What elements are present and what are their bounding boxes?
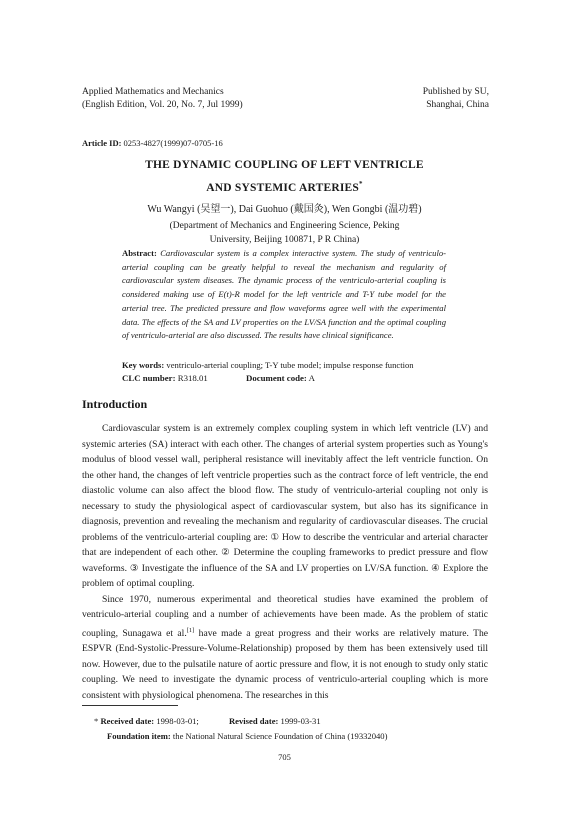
paragraph-2 <box>82 592 488 704</box>
body-text <box>82 421 488 703</box>
abstract-text: Cardiovascular system is a complex interactive system. The study of ventriculo-arterial coupling can be greatly helpful to reveal the mechanism and regularity of cardiovascular system diseases. The dynamic process of the ventriculo-arterial coupling is considered making use of E(t)-R model for the left ventricle and T-Y tube model for the arterial tree. The predicted pressure and flow waveforms agree well with the experimental data. The effects of the SA and LV properties on the LV/SA function and the optimal coupling of ventriculo-arterial are also discussed. The results have clinical significance. <box>122 248 446 341</box>
foundation-label: Foundation item: <box>107 731 171 741</box>
article-id-value: 0253-4827(1999)07-0705-16 <box>123 138 223 148</box>
author-list: Wu Wangyi (吴望一), Dai Guohuo (戴国灸), Wen Gongbi (温功碧) <box>147 204 422 215</box>
publisher-header <box>423 86 489 112</box>
publisher-location: Shanghai, China <box>426 100 489 110</box>
abstract-label: Abstract: <box>122 248 157 258</box>
abstract <box>122 247 446 343</box>
document-code-value: A <box>308 373 315 383</box>
citation-ref: [1] <box>186 626 195 634</box>
keywords-text: ventriculo-arterial coupling; T-Y tube model; impulse response function <box>166 360 414 370</box>
title-line-2: AND SYSTEMIC ARTERIES <box>206 181 359 194</box>
classification <box>122 373 315 383</box>
clc-label: CLC number: <box>122 373 176 383</box>
title-line-1: THE DYNAMIC COUPLING OF LEFT VENTRICLE <box>145 159 424 171</box>
keywords <box>122 360 452 370</box>
affiliation <box>0 219 569 247</box>
journal-edition: (English Edition, Vol. 20, No. 7, Jul 1999) <box>82 100 243 110</box>
paragraph-2-part-b: have made a great progress and their works are relatively mature. The ESPVR (End-Systolic-Pressure-Volume-Relationship) proposed by them has been extensively used till now. However, due to the pulsatile nature of aortic pressure and flow, it is not enough to study only static coupling. We need to investigate the dynamic process of ventriculo-arterial coupling which is more consistent with physiological phenomena. The researches in this <box>82 627 488 701</box>
received-label: Received date: <box>100 716 155 726</box>
keywords-label: Key words: <box>122 360 165 370</box>
journal-name: Applied Mathematics and Mechanics <box>82 87 224 97</box>
paragraph-2-part-a: Since 1970, numerous experimental and theoretical studies have examined the problem of ventriculo-arterial coupling and a number of achievements have been made. As the problem of static coupling, Sunagawa et al. <box>82 593 488 639</box>
title-footnote-mark: * <box>359 180 363 188</box>
publisher: Published by SU, <box>422 87 489 97</box>
footnote-mark: * <box>94 716 99 726</box>
footnote-dates <box>94 716 321 726</box>
paper-title <box>0 156 569 198</box>
revised-date: 1999-03-31 <box>280 716 321 726</box>
article-id <box>82 138 223 148</box>
page-number: 705 <box>278 752 291 762</box>
received-date: 1998-03-01; <box>156 716 199 726</box>
journal-header <box>82 86 243 112</box>
affiliation-line-2: University, Beijing 100871, P R China) <box>209 235 360 245</box>
clc-value: R318.01 <box>177 373 208 383</box>
footnote-foundation <box>107 731 387 741</box>
section-heading: Introduction <box>82 397 148 411</box>
revised-label: Revised date: <box>228 716 279 726</box>
article-id-label: Article ID: <box>82 138 122 148</box>
foundation-text: the National Natural Science Foundation of China (19332040) <box>172 731 388 741</box>
affiliation-line-1: (Department of Mechanics and Engineering Science, Peking <box>169 221 400 231</box>
document-code-label: Document code: <box>246 373 307 383</box>
paragraph-1: Cardiovascular system is an extremely complex coupling system in which left ventricle (LV) and systemic arteries (SA) interact with each other. The changes of arterial system properties such as Young's modulus of blood vessel wall, peripheral resistance will inevitably affect the left ventricle function. On the other hand, the changes of left ventricle properties such as the contract force of left ventricle, the end diastolic volume can also affect the blood flow. The study of ventriculo-arterial coupling not only is necessary to study the physiological aspect of cardiovascular system, but also has its significance in diagnosis, prevention and revealing the mechanism and regularity of cardiovascular diseases. The crucial problems of the ventriculo-arterial coupling are: ① How to describe the ventricular and arterial character that are independent of each other. ② Determine the coupling frameworks to predict pressure and flow waveforms. ③ Investigate the influence of the SA and LV properties on LV/SA function. ④ Explore the problem of optimal coupling. <box>82 423 488 589</box>
footnote-rule <box>82 705 178 706</box>
